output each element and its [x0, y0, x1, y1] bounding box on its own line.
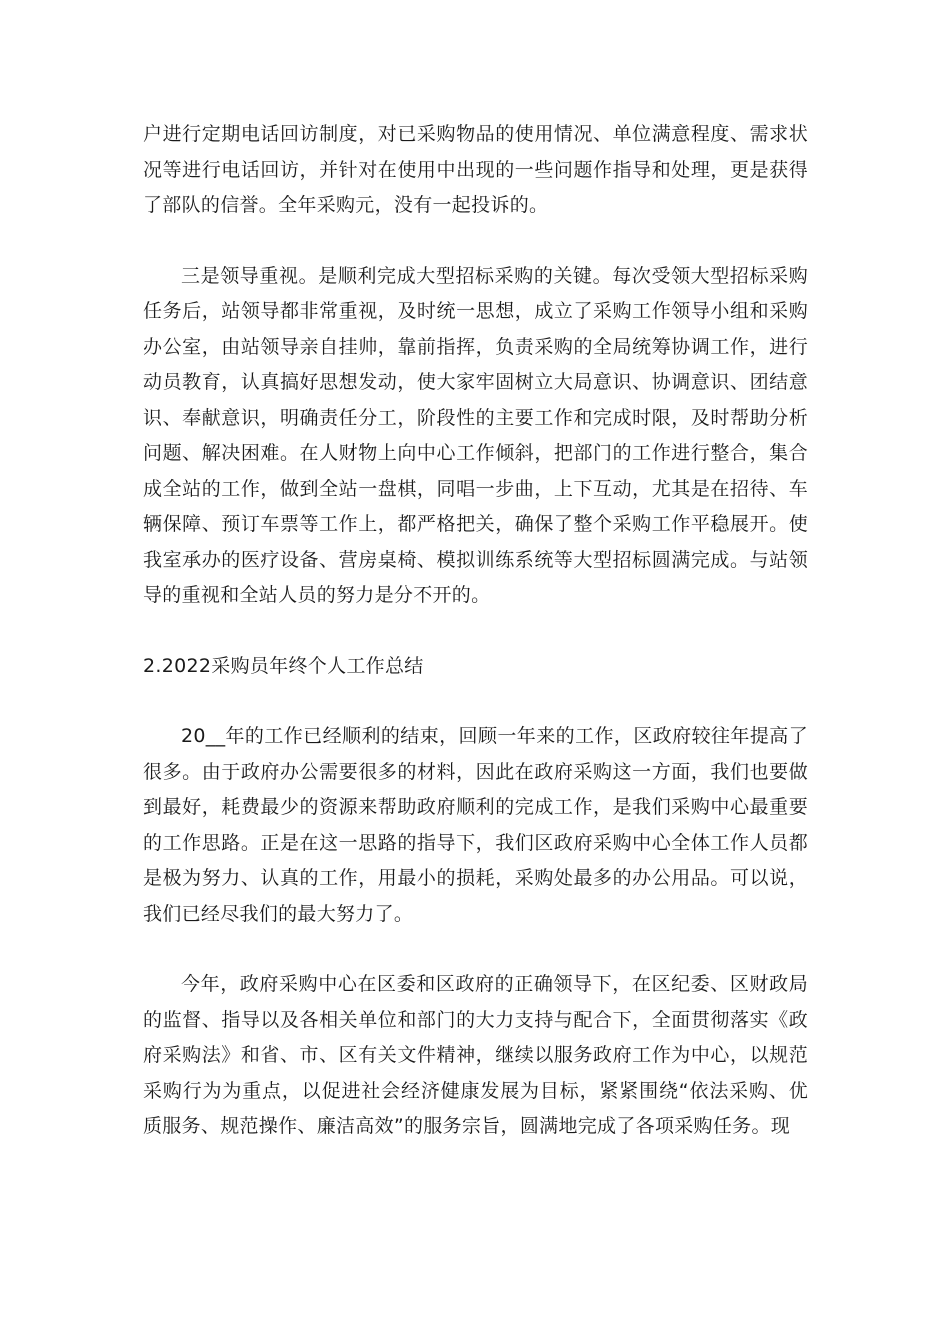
document-page	[143, 117, 808, 1145]
paragraph-procurement-center: 今年，政府采购中心在区委和区政府的正确领导下，在区纪委、区财政局的监督、指导以及各相关单位和部门的大力支持与配合下，全面贯彻落实《政府采购法》和省、市、区有关文件精神，继续以服务政府工作为中心，以规范采购行为为重点，以促进社会经济健康发展为目标，紧紧围绕“依法采购、优质服务、规范操作、廉洁高效”的服务宗旨，圆满地完成了各项采购任务。现	[143, 973, 808, 1137]
section-heading: 2.2022采购员年终个人工作总结	[143, 654, 424, 677]
paragraph-continuation: 户进行定期电话回访制度，对已采购物品的使用情况、单位满意程度、需求状况等进行电话回访，并针对在使用中出现的一些问题作指导和处理，更是获得了部队的信誉。全年采购元，没有一起投诉的。	[143, 123, 808, 216]
paragraph-leadership: 三是领导重视。是顺利完成大型招标采购的关键。每次受领大型招标采购任务后，站领导都非常重视，及时统一思想，成立了采购工作领导小组和采购办公室，由站领导亲自挂帅，靠前指挥，负责采购的全局统筹协调工作，进行动员教育，认真搞好思想发动，使大家牢固树立大局意识、协调意识、团结意识、奉献意识，明确责任分工，阶段性的主要工作和完成时限，及时帮助分析问题、解决困难。在人财物上向中心工作倾斜，把部门的工作进行整合，集合成全站的工作，做到全站一盘棋，同唱一步曲，上下互动，尤其是在招待、车辆保障、预订车票等工作上，都严格把关，确保了整个采购工作平稳展开。使我室承办的医疗设备、营房桌椅、模拟训练系统等大型招标圆满完成。与站领导的重视和全站人员的努力是分不开的。	[143, 264, 808, 606]
paragraph-year-review: 20__年的工作已经顺利的结束，回顾一年来的工作，区政府较往年提高了很多。由于政府办公需要很多的材料，因此在政府采购这一方面，我们也要做到最好，耗费最少的资源来帮助政府顺利的完成工作，是我们采购中心最重要的工作思路。正是在这一思路的指导下，我们区政府采购中心全体工作人员都是极为努力、认真的工作，用最小的损耗，采购处最多的办公用品。可以说，我们已经尽我们的最大努力了。	[143, 725, 808, 925]
